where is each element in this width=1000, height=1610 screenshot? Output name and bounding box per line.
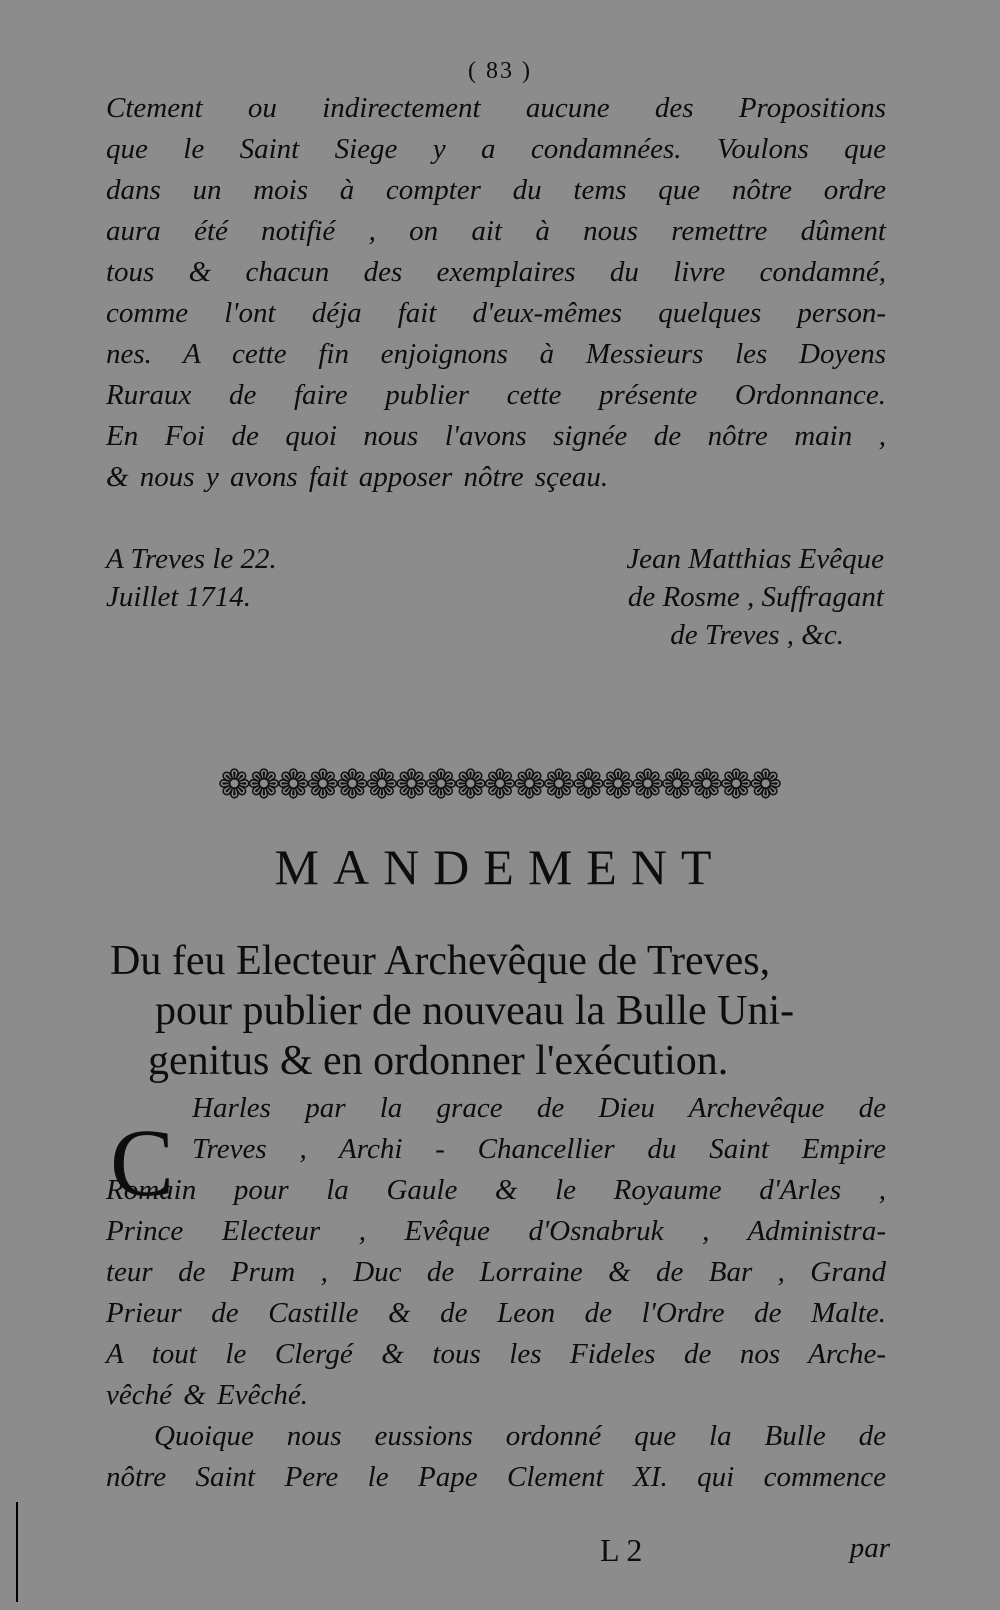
text-line: Romain pour la Gaule & le Royaume d'Arles , <box>106 1174 886 1206</box>
place-date-line: A Treves le 22. <box>106 543 277 575</box>
text-line: Quoique nous eussions ordonné que la Bulle de <box>154 1420 886 1452</box>
subtitle-line: genitus & en ordonner l'exécution. <box>148 1038 729 1084</box>
signature-mark: L 2 <box>600 1532 643 1568</box>
text-line: vêché & Evêché. <box>106 1379 308 1411</box>
text-line: Ctement ou indirectement aucune des Propositions <box>106 92 886 124</box>
text-line: que le Saint Siege y a condamnées. Voulons que <box>106 133 886 165</box>
margin-rule <box>16 1502 18 1602</box>
subtitle-line: pour publier de nouveau la Bulle Uni- <box>155 988 795 1034</box>
place-date <box>106 540 277 616</box>
text-line: A tout le Clergé & tous les Fideles de nos Arche- <box>106 1338 886 1370</box>
section-heading: MANDEMENT <box>274 839 726 895</box>
text-line: Harles par la grace de Dieu Archevêque de <box>192 1092 886 1124</box>
signer-line: de Rosme , Suffragant <box>627 581 884 613</box>
text-line: Ruraux de faire publier cette présente Ordonnance. <box>106 379 886 411</box>
text-line: En Foi de quoi nous l'avons signée de nôtre main , <box>106 420 886 452</box>
text-line: nôtre Saint Pere le Pape Clement XI. qui commence <box>106 1461 886 1493</box>
text-line: aura été notifié , on ait à nous remettre dûment <box>106 215 886 247</box>
signer-block <box>520 540 884 654</box>
text-line: comme l'ont déja fait d'eux-mêmes quelques person- <box>106 297 886 329</box>
text-line: Treves , Archi - Chancellier du Saint Empire <box>192 1133 886 1165</box>
text-line: Prince Electeur , Evêque d'Osnabruk , Administra- <box>106 1215 886 1247</box>
catchline <box>600 1532 890 1569</box>
text-line: tous & chacun des exemplaires du livre condamné, <box>106 256 886 288</box>
place-date-line: Juillet 1714. <box>106 581 251 613</box>
signer-line: Jean Matthias Evêque <box>626 543 884 575</box>
text-line: Prieur de Castille & de Leon de l'Ordre de Malte. <box>106 1297 886 1329</box>
subtitle-line: Du feu Electeur Archevêque de Treves, <box>110 938 771 984</box>
text-line: nes. A cette fin enjoignons à Messieurs les Doyens <box>106 338 886 370</box>
text-line: & nous y avons fait apposer nôtre sçeau. <box>106 461 609 493</box>
catchword: par <box>849 1532 890 1564</box>
text-line: teur de Prum , Duc de Lorraine & de Bar , Grand <box>106 1256 886 1288</box>
ornament-band: ❁❁❁❁❁❁❁❁❁❁❁❁❁❁❁❁❁❁❁ <box>217 762 779 808</box>
page-number: ( 83 ) <box>468 58 532 84</box>
drop-cap: C <box>110 1109 175 1216</box>
text-line: dans un mois à compter du tems que nôtre ordre <box>106 174 886 206</box>
signer-line: de Treves , &c. <box>670 619 844 651</box>
